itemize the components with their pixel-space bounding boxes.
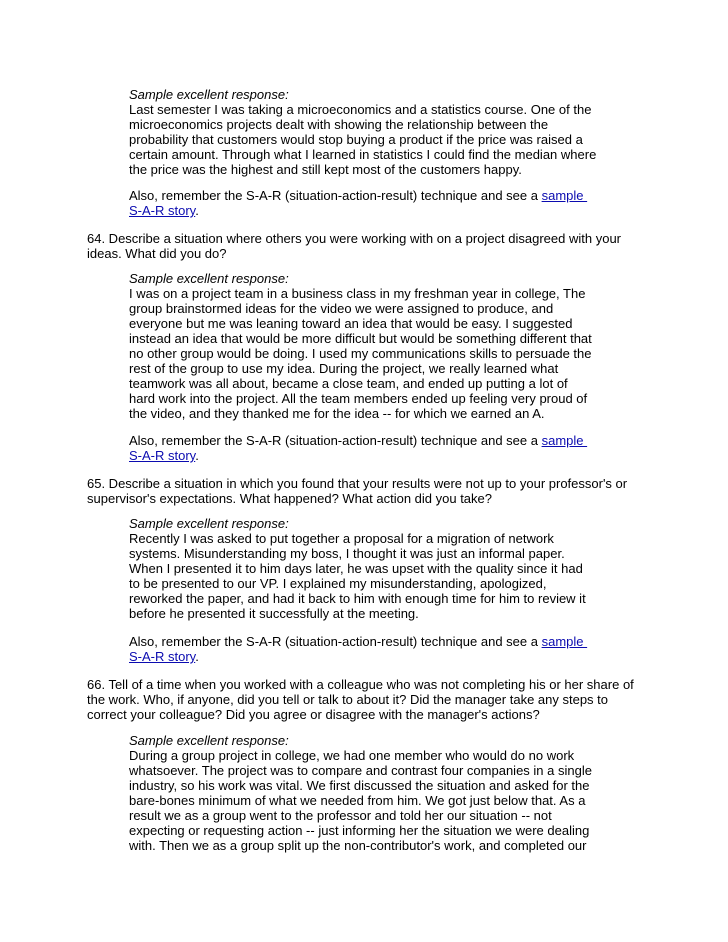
also-text: Also, remember the S-A-R (situation-action-result) technique and see a [129, 188, 542, 203]
response-line: before he presented it successfully at the meeting. [129, 606, 419, 621]
response-line: When I presented it to him days later, he was upset with the quality since it had [129, 561, 583, 576]
also-text: Also, remember the S-A-R (situation-action-result) technique and see a [129, 433, 542, 448]
sar-story-link[interactable]: S-A-R story [129, 203, 196, 218]
response-label: Sample excellent response: [129, 516, 289, 531]
response-line: During a group project in college, we had one member who would do no work [129, 748, 575, 763]
question-line: 65. Describe a situation in which you found that your results were not up to your professor's or [87, 476, 628, 491]
response-line: hard work into the project. All the team members ended up feeling very proud of [129, 391, 588, 406]
sample-link[interactable]: sample [541, 634, 588, 649]
response-label: Sample excellent response: [129, 87, 289, 102]
question-line: correct your colleague? Did you agree or disagree with the manager's actions? [87, 707, 540, 722]
response-label: Sample excellent response: [129, 271, 289, 286]
question-line: supervisor's expectations. What happened? What action did you take? [87, 491, 492, 506]
sar-story-link[interactable]: S-A-R story [129, 649, 196, 664]
also-line [129, 634, 587, 649]
period: . [195, 649, 199, 664]
response-line: bare-bones minimum of what we needed from him. We got just below that. As a [129, 793, 586, 808]
sample-link[interactable]: sample [541, 188, 588, 203]
response-line: probability that customers would stop buying a product if the price was raised a [129, 132, 583, 147]
also-line [129, 188, 587, 203]
response-label: Sample excellent response: [129, 733, 289, 748]
also-text: Also, remember the S-A-R (situation-action-result) technique and see a [129, 634, 542, 649]
question-line: ideas. What did you do? [87, 246, 227, 261]
also-line [129, 448, 199, 463]
period: . [195, 203, 199, 218]
question-line: 66. Tell of a time when you worked with a colleague who was not completing his or her share of [87, 677, 634, 692]
response-line: reworked the paper, and had it back to him with enough time for him to review it [129, 591, 586, 606]
response-line: with. Then we as a group split up the non-contributor's work, and completed our [129, 838, 587, 853]
response-line: expecting or requesting action -- just informing her the situation we were dealing [129, 823, 590, 838]
response-line: Recently I was asked to put together a proposal for a migration of network [129, 531, 554, 546]
response-line: industry, so his work was vital. We first discussed the situation and asked for the [129, 778, 590, 793]
question-line: 64. Describe a situation where others you were working with on a project disagreed with your [87, 231, 621, 246]
response-line: certain amount. Through what I learned in statistics I could find the median where [129, 147, 597, 162]
response-line: group brainstormed ideas for the video we were assigned to produce, and [129, 301, 554, 316]
response-line: everyone but me was leaning toward an idea that would be easy. I suggested [129, 316, 573, 331]
sample-link[interactable]: sample [541, 433, 588, 448]
response-line: whatsoever. The project was to compare and contrast four companies in a single [129, 763, 592, 778]
response-line: systems. Misunderstanding my boss, I thought it was just an informal paper. [129, 546, 565, 561]
response-line: the price was the highest and still kept most of the customers happy. [129, 162, 522, 177]
response-line: teamwork was all about, became a close team, and ended up putting a lot of [129, 376, 568, 391]
question-line: the work. Who, if anyone, did you tell or talk to about it? Did the manager take any steps to [87, 692, 609, 707]
also-line [129, 649, 199, 664]
response-line: Last semester I was taking a microeconomics and a statistics course. One of the [129, 102, 592, 117]
response-line: microeconomics projects dealt with showing the relationship between the [129, 117, 549, 132]
response-line: no other group would be doing. I used my communications skills to persuade the [129, 346, 592, 361]
response-line: rest of the group to use my idea. During the project, we really learned what [129, 361, 559, 376]
response-line: instead an idea that would be more difficult but would be something different that [129, 331, 592, 346]
sar-story-link[interactable]: S-A-R story [129, 448, 196, 463]
response-line: result we as a group went to the professor and told her our situation -- not [129, 808, 552, 823]
response-line: to be presented to our VP. I explained my misunderstanding, apologized, [129, 576, 547, 591]
response-line: I was on a project team in a business class in my freshman year in college, The [129, 286, 586, 301]
also-line [129, 433, 587, 448]
period: . [195, 448, 199, 463]
also-line [129, 203, 199, 218]
response-line: the video, and they thanked me for the idea -- for which we earned an A. [129, 406, 545, 421]
